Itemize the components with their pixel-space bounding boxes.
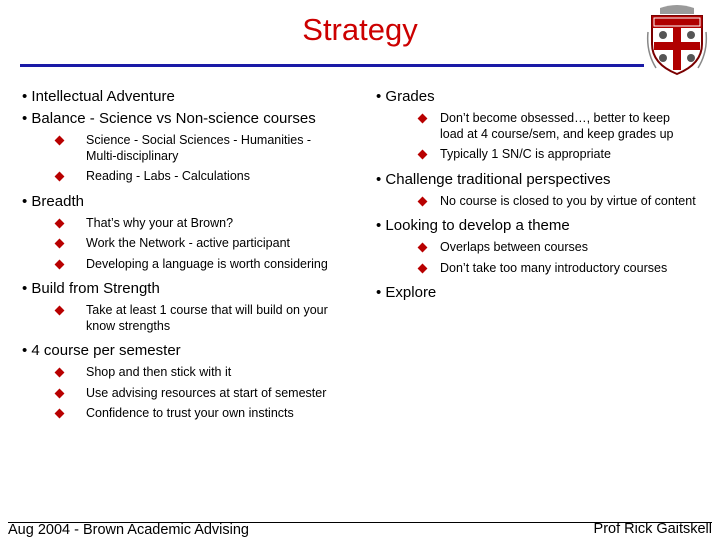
bullet-point: • Looking to develop a theme [376,217,570,234]
sub-bullet-list [376,194,696,210]
footer-left-text: Aug 2004 - Brown Academic Advising [8,522,249,538]
sub-bullet-list [376,111,696,163]
sub-bullet-list [22,303,342,334]
diamond-bullet-icon [55,136,65,146]
sub-bullet-point [22,303,342,334]
sub-bullet-point [22,406,342,422]
sub-bullet-text: Don’t take too many introductory courses [440,260,668,275]
sub-bullet-text: Science - Social Sciences - Humanities - Multi-disciplinary [86,133,312,163]
left-column [22,86,342,428]
diamond-bullet-icon [418,114,428,124]
sub-bullet-point [22,386,342,402]
sub-bullet-list [22,216,342,273]
sub-bullet-point [376,261,696,277]
diamond-bullet-icon [418,150,428,160]
bullet-point: • Build from Strength [22,280,160,297]
sub-bullet-point [22,365,342,381]
sub-bullet-point [22,169,342,185]
diamond-bullet-icon [418,263,428,273]
sub-bullet-text: Take at least 1 course that will build on your know strengths [86,303,328,333]
sub-bullet-text: Overlaps between courses [440,240,588,254]
sub-bullet-point [376,111,696,142]
diamond-bullet-icon [55,306,65,316]
bullet-point: • Grades [376,88,435,105]
diamond-bullet-icon [55,239,65,249]
sub-bullet-point [376,194,696,210]
sub-bullet-point [376,147,696,163]
bullet-point: • Balance - Science vs Non-science courses [22,110,316,127]
sub-bullet-point [22,236,342,252]
sub-bullet-list [22,133,342,185]
sub-bullet-list [376,240,696,276]
sub-bullet-text: Shop and then stick with it [86,365,232,379]
diamond-bullet-icon [418,243,428,253]
bullet-point: • 4 course per semester [22,342,181,359]
sub-bullet-text: Typically 1 SN/C is appropriate [440,147,611,161]
sub-bullet-text: Don’t become obsessed…, better to keep load at 4 course/sem, and keep grades up [440,111,674,141]
sub-bullet-text: Developing a language is worth considering [86,256,328,271]
diamond-bullet-icon [55,259,65,269]
bullet-point: • Challenge traditional perspectives [376,170,611,188]
slide-title: Strategy [302,12,418,47]
diamond-bullet-icon [55,368,65,378]
sub-bullet-point [22,133,342,164]
sub-bullet-point [22,216,342,232]
brown-university-shield-icon [646,2,708,76]
sub-bullet-point [22,257,342,273]
sub-bullet-text: Work the Network - active participant [86,236,291,250]
diamond-bullet-icon [55,172,65,182]
sub-bullet-text: Reading - Labs - Calculations [86,169,250,183]
diamond-bullet-icon [418,196,428,206]
sub-bullet-list [22,365,342,422]
bullet-point: • Explore [376,284,437,301]
diamond-bullet-icon [55,388,65,398]
sub-bullet-text: Confidence to trust your own instincts [86,406,294,420]
sub-bullet-text: Use advising resources at start of semester [86,385,327,400]
bullet-point: • Intellectual Adventure [22,88,175,105]
sub-bullet-text: No course is closed to you by virtue of content [440,193,696,208]
diamond-bullet-icon [55,409,65,419]
diamond-bullet-icon [55,218,65,228]
sub-bullet-point [376,240,696,256]
bullet-point: • Breadth [22,192,84,210]
title-divider [20,64,644,67]
right-column [376,86,696,304]
footer-right-text: Prof Rick Gaitskell [593,521,712,537]
sub-bullet-text: That’s why your at Brown? [86,215,234,230]
